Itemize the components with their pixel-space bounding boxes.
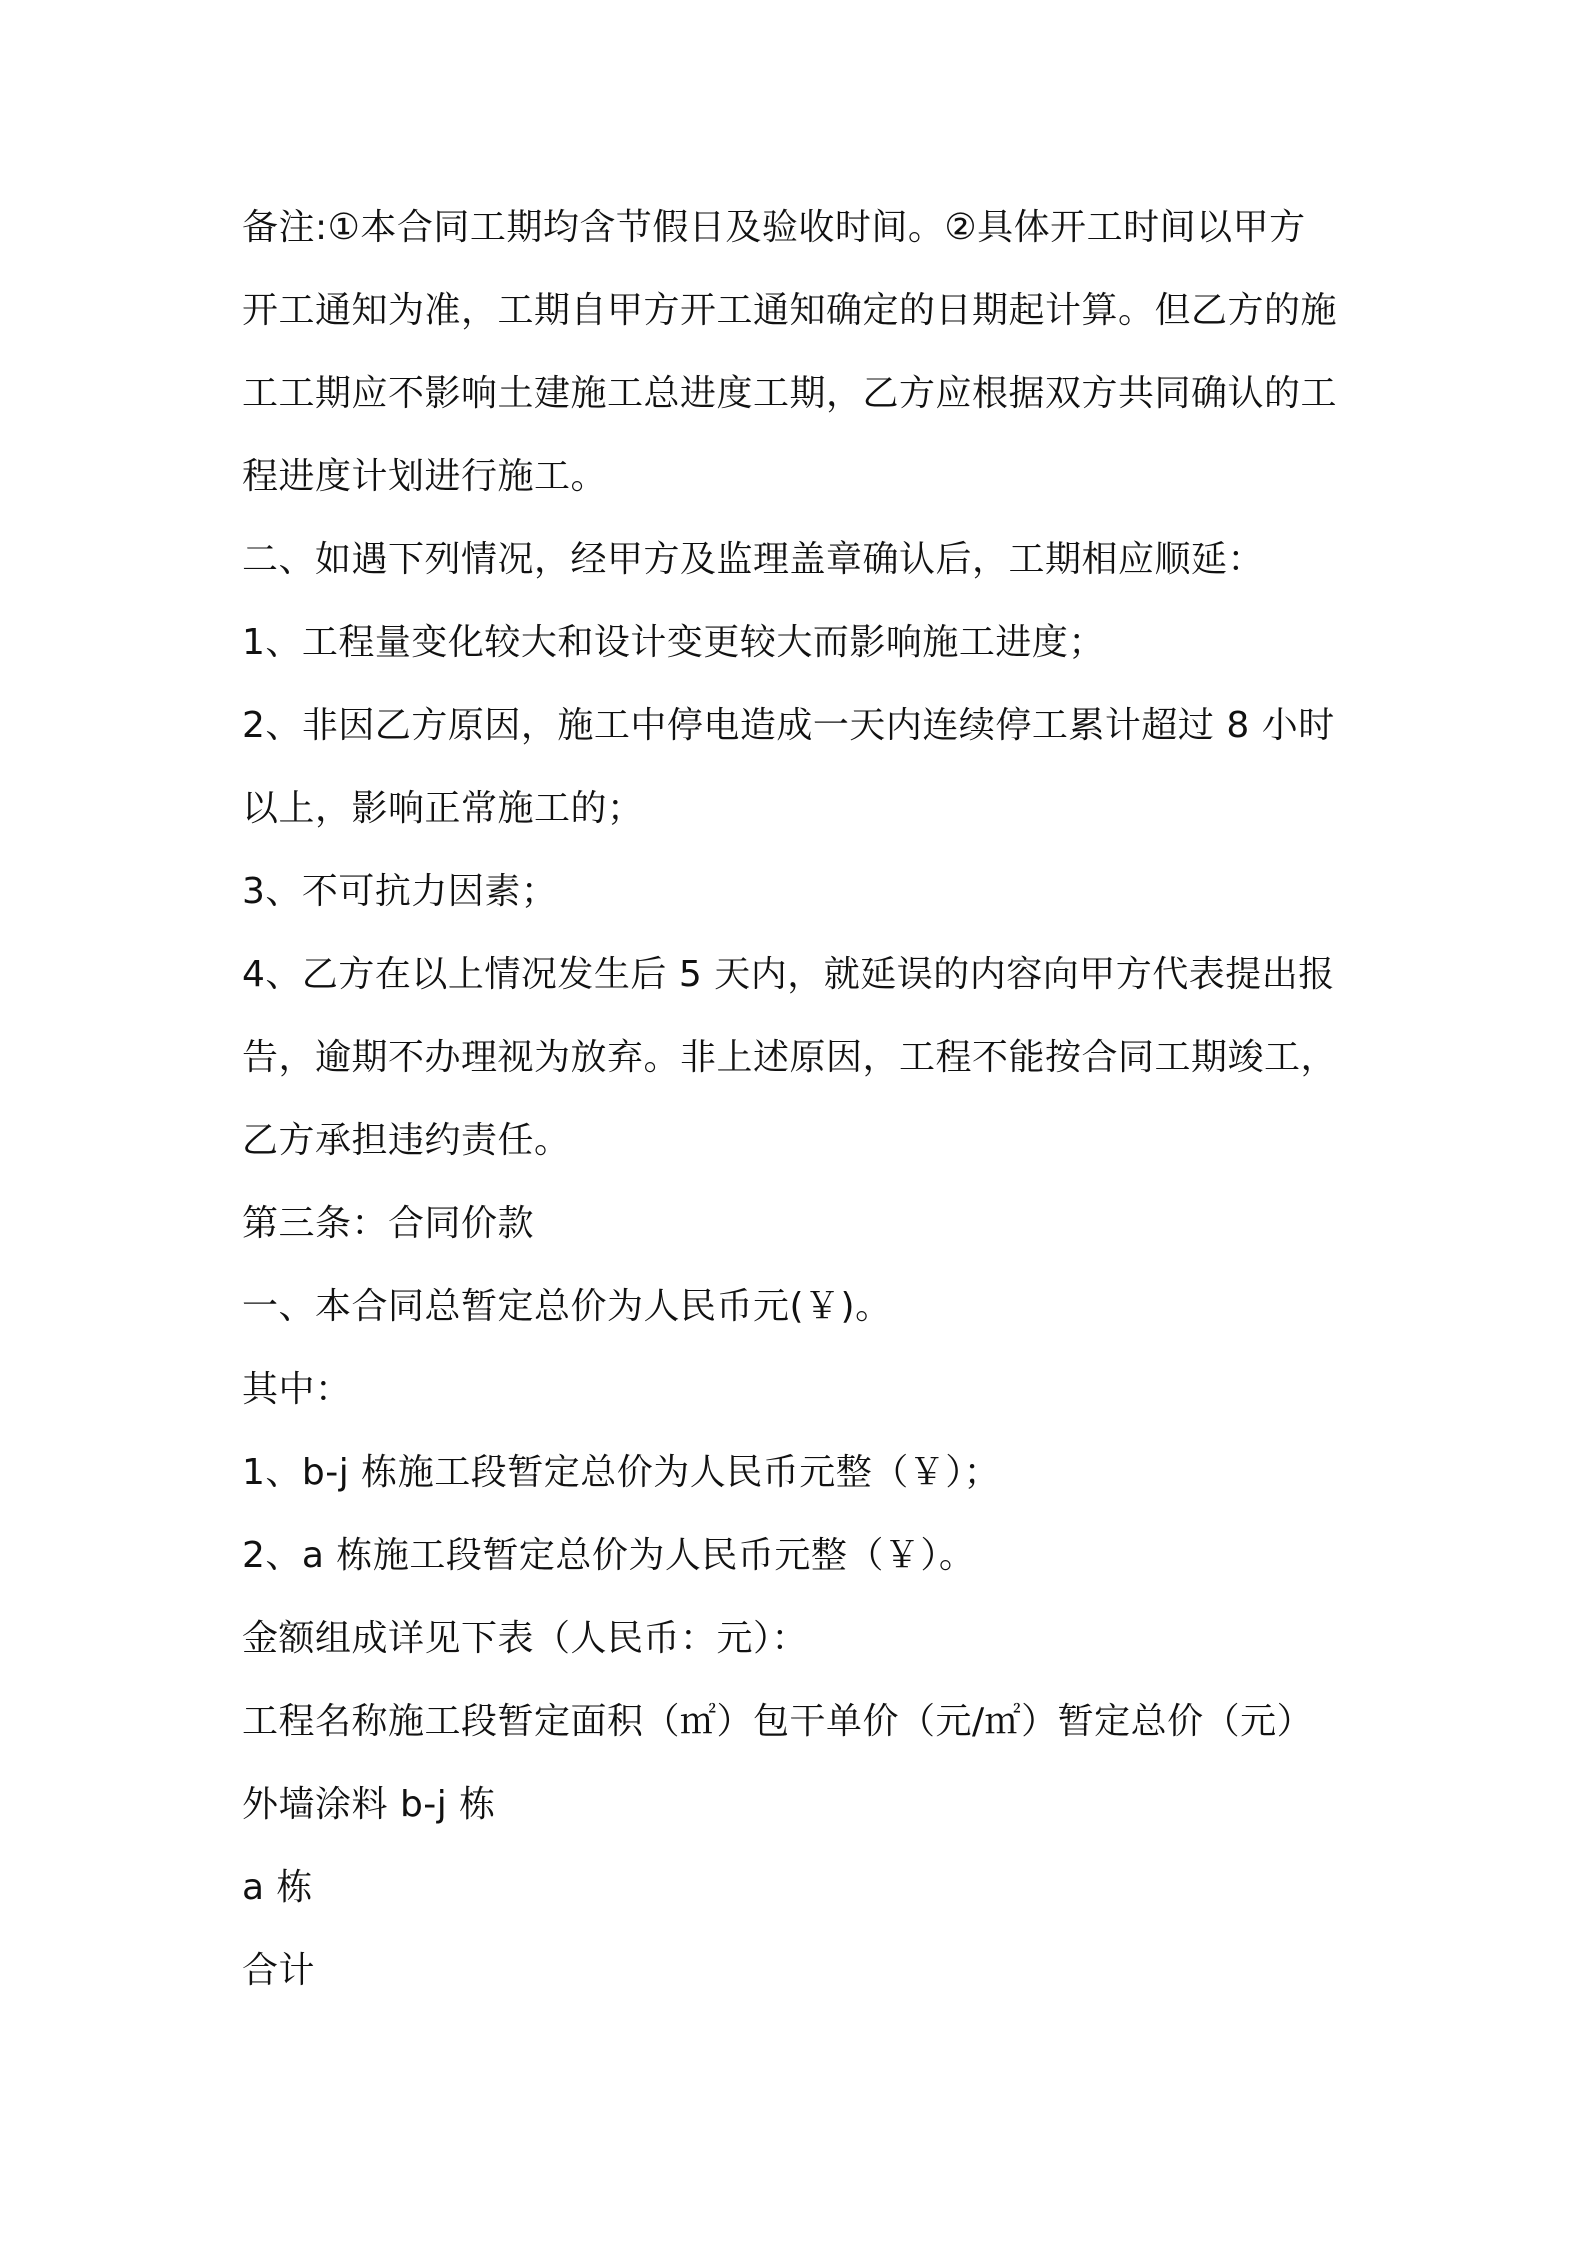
extension-item-3: 3、不可抗力因素； [242,871,558,912]
note-line-3: 工工期应不影响土建施工总进度工期，乙方应根据双方共同确认的工 [242,373,1338,414]
table-header-line: 工程名称施工段暂定面积（㎡）包干单价（元/㎡）暂定总价（元） [242,1701,1314,1742]
price-item-2: 2、a 栋施工段暂定总价为人民币元整（￥）。 [242,1535,976,1576]
extension-item-4-end: 乙方承担违约责任。 [242,1120,571,1161]
table-row-a: a 栋 [242,1867,314,1908]
extension-item-1: 1、工程量变化较大和设计变更较大而影响施工进度； [242,622,1105,663]
amount-detail-label: 金额组成详见下表（人民币：元）： [242,1618,809,1659]
price-item-1: 1、b-j 栋施工段暂定总价为人民币元整（￥）； [242,1452,1001,1493]
extension-item-2-cont: 以上，影响正常施工的； [242,788,644,829]
among-which-label: 其中： [242,1369,352,1410]
extension-heading: 二、如遇下列情况，经甲方及监理盖章确认后，工期相应顺延： [242,539,1265,580]
table-row-bj: 外墙涂料 b-j 栋 [242,1784,496,1825]
extension-item-2: 2、非因乙方原因，施工中停电造成一天内连续停工累计超过 8 小时 [242,705,1335,746]
total-price-line: 一、本合同总暂定总价为人民币元(￥)。 [242,1286,892,1327]
note-line-4: 程进度计划进行施工。 [242,456,608,497]
extension-item-4-cont: 告，逾期不办理视为放弃。非上述原因，工程不能按合同工期竣工， [242,1037,1338,1078]
note-line-2: 开工通知为准，工期自甲方开工通知确定的日期起计算。但乙方的施 [242,290,1338,331]
article-three-title: 第三条：合同价款 [242,1203,535,1244]
extension-item-4: 4、乙方在以上情况发生后 5 天内，就延误的内容向甲方代表提出报 [242,954,1335,995]
note-line-1: 备注:①本合同工期均含节假日及验收时间。②具体开工时间以甲方 [242,207,1306,248]
table-row-total: 合计 [242,1950,316,1991]
